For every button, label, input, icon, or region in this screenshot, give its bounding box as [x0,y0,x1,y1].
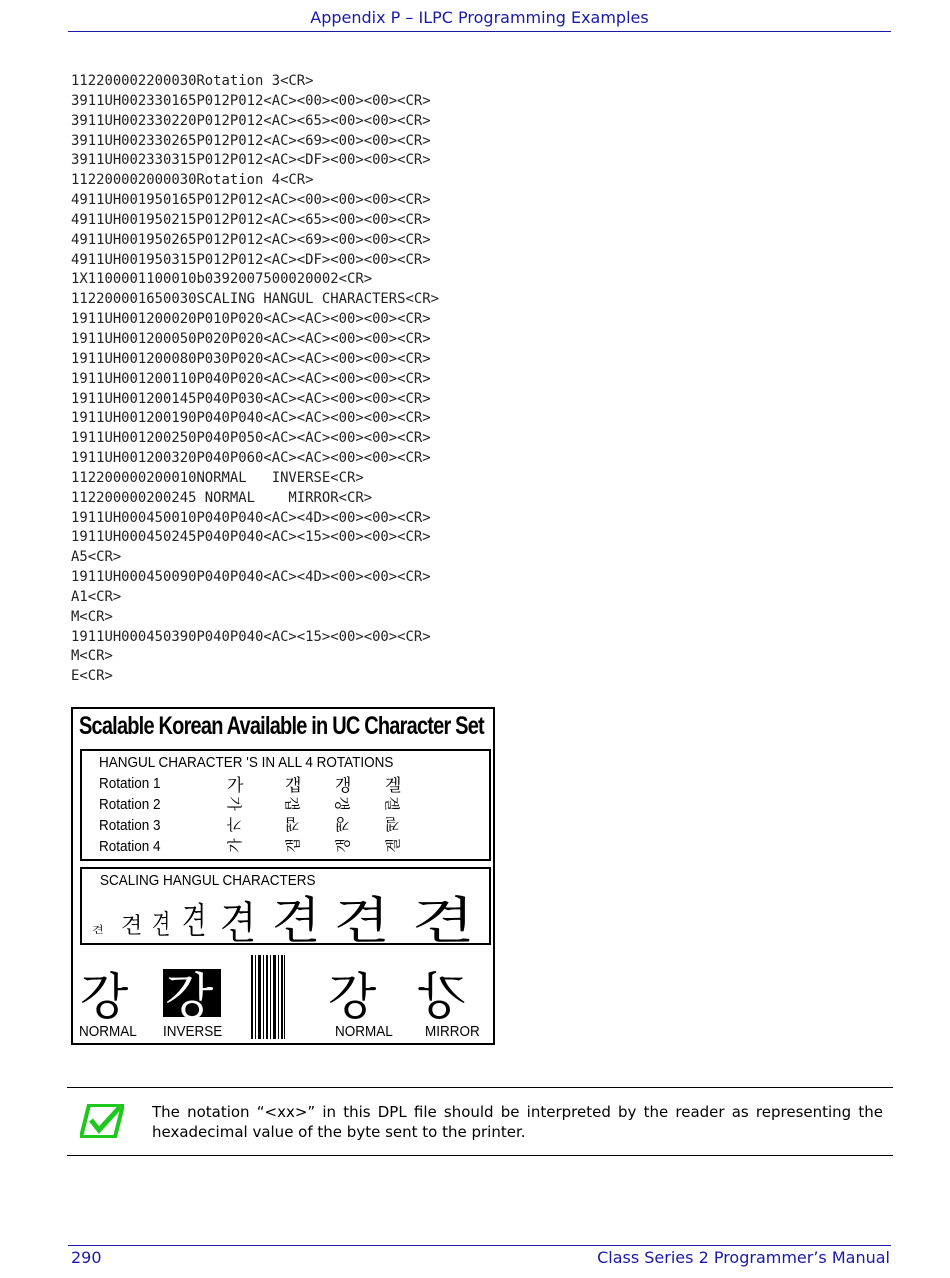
code-line: 112200000200010NORMAL INVERSE<CR> [71,469,364,486]
page-header-title: Appendix P – ILPC Programming Examples [310,8,649,27]
code-line: 1911UH001200050P020P020<AC><AC><00><00><CR> [71,330,431,347]
note-rule-bottom [67,1155,893,1156]
barcode-graphic [251,955,285,1039]
hangul-r3-1: 가 [227,815,242,833]
scaled-char-1: 견 [92,924,104,936]
code-line: 112200002000030Rotation 4<CR> [71,172,314,189]
code-line: 3911UH002330165P012P012<AC><00><00><00><CR> [71,92,431,109]
hangul-r1-4: 겔 [385,776,402,796]
code-line: 1911UH000450010P040P040<AC><4D><00><00><CR> [71,509,431,526]
code-line: 1911UH000450090P040P040<AC><4D><00><00><CR> [71,569,431,586]
rotation-label-3: Rotation 3 [99,817,161,834]
code-line: 112200000200245 NORMAL MIRROR<CR> [71,489,373,506]
hangul-r4-2: 갭 [283,838,302,853]
caption-normal-1: NORMAL [79,1023,137,1040]
code-line: M<CR> [71,608,113,625]
code-line: M<CR> [71,648,113,665]
figure-title: Scalable Korean Available in UC Character Set [79,712,484,740]
hangul-r2-1: 가 [224,796,243,811]
rotations-heading: HANGUL CHARACTER 'S IN ALL 4 ROTATIONS [99,754,394,771]
scaling-heading: SCALING HANGUL CHARACTERS [100,872,316,889]
code-line: 1911UH001200020P010P020<AC><AC><00><00><CR> [71,311,431,328]
caption-mirror: MIRROR [425,1023,480,1040]
code-line: 1911UH001200190P040P040<AC><AC><00><00><CR> [71,410,431,427]
hangul-r4-4: 겔 [383,838,402,853]
hangul-r1-1: 가 [227,776,244,796]
rotation-label-4: Rotation 4 [99,838,161,855]
hangul-r4-3: 갱 [333,838,352,853]
scaled-char-7: 견 [334,892,390,950]
hangul-r4-1: 가 [225,838,244,853]
code-line: 4911UH001950215P012P012<AC><65><00><00><CR> [71,211,431,228]
scaling-box [80,867,491,950]
code-line: 4911UH001950265P012P012<AC><69><00><00><CR> [71,231,431,248]
code-line: 112200001650030SCALING HANGUL CHARACTERS<CR> [71,291,439,308]
scaled-char-8: 견 [412,892,475,950]
page-number: 290 [71,1248,102,1267]
code-line: 1911UH000450245P040P040<AC><15><00><00><CR> [71,529,431,546]
code-line: 3911UH002330220P012P012<AC><65><00><00><CR> [71,112,431,129]
rotations-box [80,749,491,861]
code-line: 1911UH000450390P040P040<AC><15><00><00><CR> [71,628,431,645]
scaled-char-6: 견 [272,892,321,950]
code-line: 1911UH001200145P040P030<AC><AC><00><00><CR> [71,390,431,407]
scaled-char-5: 견 [220,898,257,949]
code-line: 1911UH001200110P040P020<AC><AC><00><00><CR> [71,370,431,387]
rotation-label-2: Rotation 2 [99,796,161,813]
big-char-mirror: 강 [418,968,467,1026]
code-line: 1911UH001200080P030P020<AC><AC><00><00><CR> [71,350,431,367]
code-line: 4911UH001950315P012P012<AC><DF><00><00><CR> [71,251,431,268]
manual-title: Class Series 2 Programmer’s Manual [597,1248,890,1267]
scaled-char-2: 견 [121,914,143,939]
dpl-code-listing [71,72,439,687]
code-line: 3911UH002330315P012P012<AC><DF><00><00><CR> [71,152,431,169]
code-line: E<CR> [71,668,113,685]
hangul-r1-3: 갱 [335,776,352,796]
code-line: 112200002200030Rotation 3<CR> [71,73,314,89]
code-line: 1X1100001100010b0392007500020002<CR> [71,271,373,288]
code-line: 1911UH001200250P040P050<AC><AC><00><00><CR> [71,430,431,447]
note-rule-top [67,1087,893,1088]
caption-normal-2: NORMAL [335,1023,393,1040]
code-line: 3911UH002330265P012P012<AC><69><00><00><CR> [71,132,431,149]
hangul-r2-3: 갱 [332,796,351,811]
footer-rule [68,1245,891,1246]
code-line: 1911UH001200320P040P060<AC><AC><00><00><CR> [71,450,431,467]
note-checkbox-icon [80,1104,124,1138]
hangul-r2-4: 겔 [382,796,401,811]
big-char-inverse: 강 [165,968,214,1026]
big-char-normal-2: 강 [328,968,377,1026]
hangul-r2-2: 갭 [282,796,301,811]
scaled-char-4: 견 [182,901,207,942]
hangul-r3-2: 갭 [285,815,300,833]
hangul-r3-4: 겔 [385,815,400,833]
header-rule [68,31,891,32]
hangul-r1-2: 갭 [285,776,302,796]
big-char-normal-1: 강 [80,968,129,1026]
rotation-label-1: Rotation 1 [99,775,161,792]
note-text: The notation “<xx>” in this DPL file should be interpreted by the reader as representing the hexadecimal value of the byte sent to the printer. [152,1103,883,1141]
hangul-r3-3: 갱 [335,815,350,833]
code-line: A5<CR> [71,549,122,566]
code-line: 4911UH001950165P012P012<AC><00><00><00><CR> [71,192,431,209]
label-sample-figure [71,707,495,1045]
code-line: A1<CR> [71,588,122,605]
caption-inverse: INVERSE [163,1023,223,1040]
scaled-char-3: 견 [152,910,171,941]
